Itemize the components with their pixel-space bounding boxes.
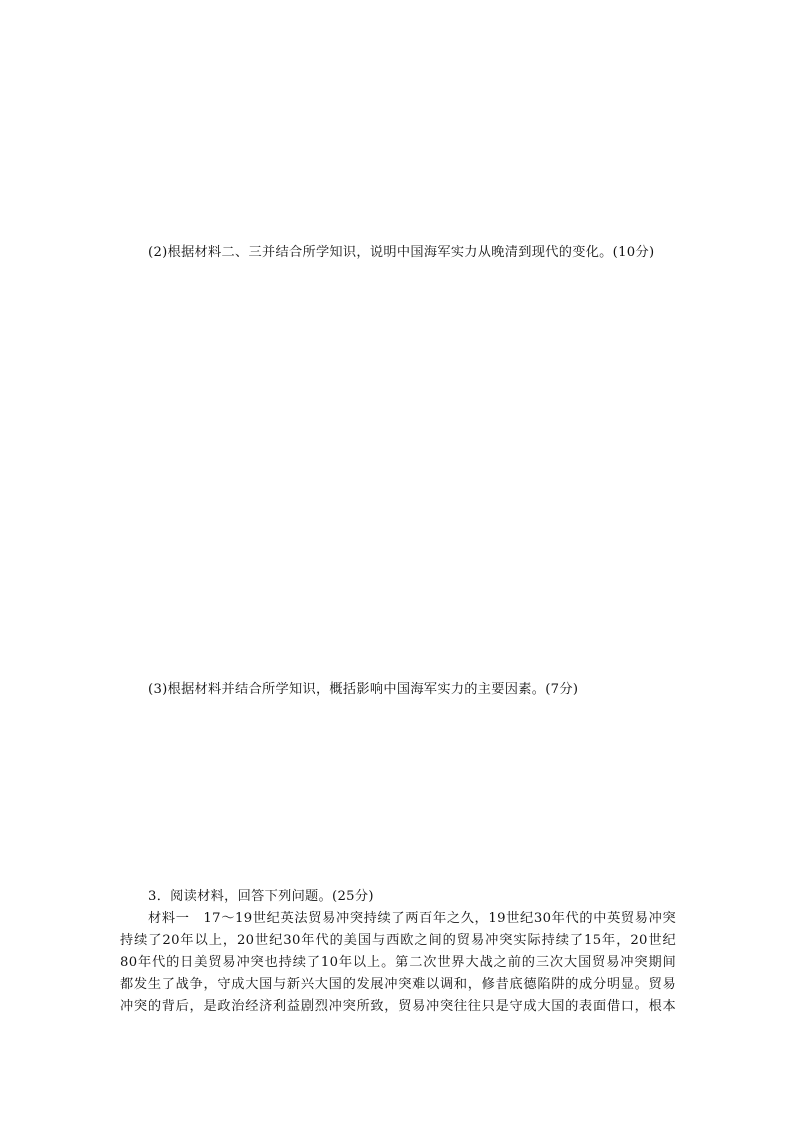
material-1-line: 都发生了战争，守成大国与新兴大国的发展冲突难以调和，修昔底德陷阱的成分明显。贸易	[120, 977, 676, 992]
material-1-line: 材料一 17～19世纪英法贸易冲突持续了两百年之久，19世纪30年代的中英贸易冲突	[148, 911, 676, 926]
question-2-3-prompt: (3)根据材料并结合所学知识，概括影响中国海军实力的主要因素。(7分)	[148, 682, 579, 697]
material-1-line: 持续了20年以上，20世纪30年代的美国与西欧之间的贸易冲突实际持续了15年，20世纪	[120, 933, 676, 948]
material-1-line: 冲突的背后，是政治经济利益剧烈冲突所致，贸易冲突往往只是守成大国的表面借口，根本	[120, 999, 676, 1014]
question-2-2-prompt: (2)根据材料二、三并结合所学知识，说明中国海军实力从晚清到现代的变化。(10分)	[148, 245, 655, 260]
question-3-heading: 3．阅读材料，回答下列问题。(25分)	[148, 889, 374, 904]
material-1-line: 80年代的日美贸易冲突也持续了10年以上。第二次世界大战之前的三次大国贸易冲突期间	[120, 955, 676, 970]
